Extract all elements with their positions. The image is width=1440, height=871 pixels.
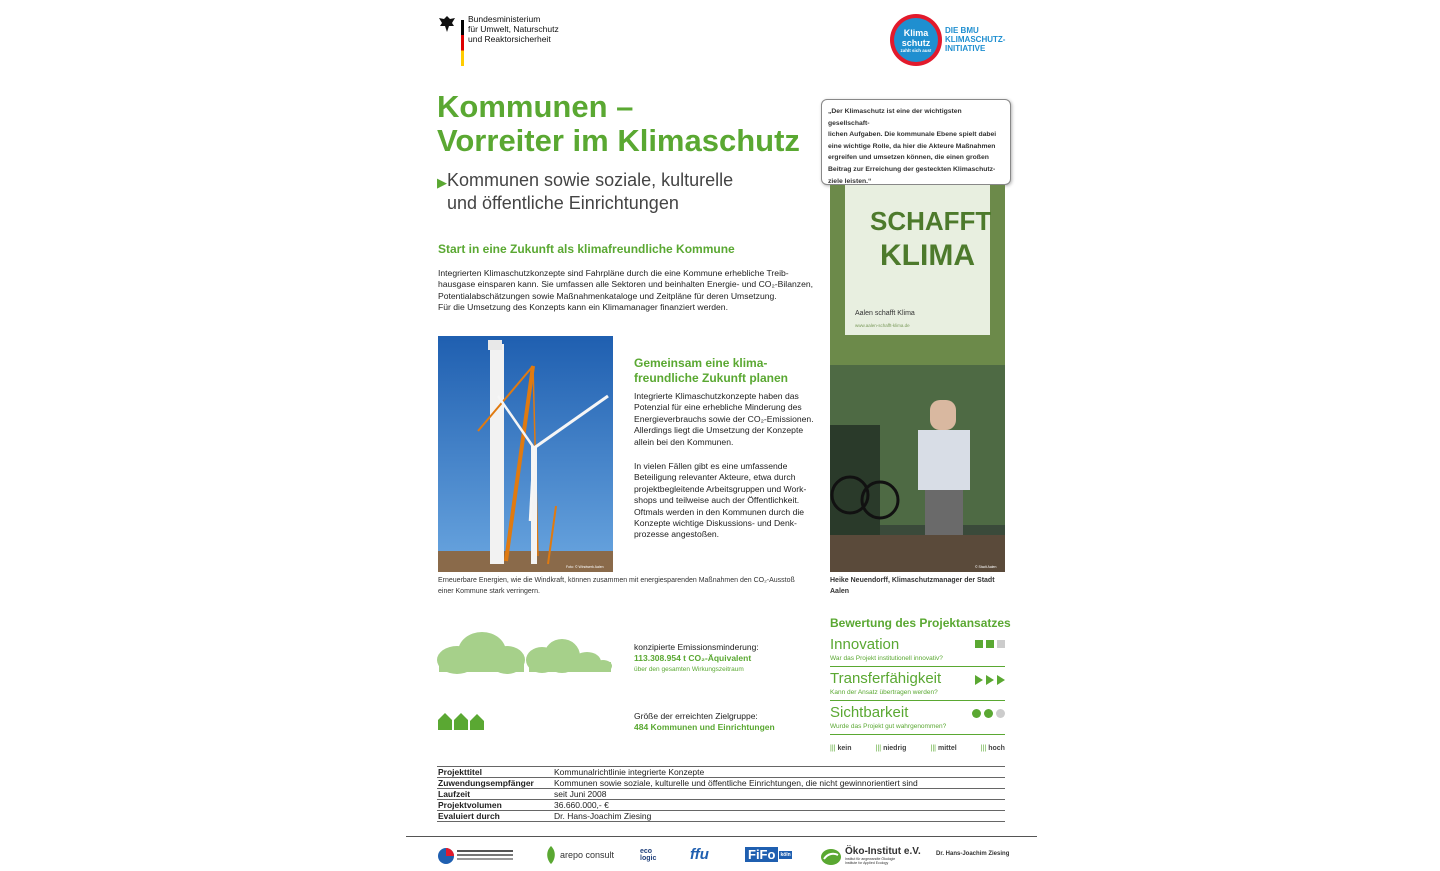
sign-klima-text: KLIMA: [880, 239, 975, 272]
rating-mark: [975, 640, 983, 648]
emission-label: konzipierte Emissionsminderung:: [634, 642, 759, 652]
wind-turbine-photo: [438, 336, 613, 572]
info-value: Kommunen sowie soziale, kulturelle und öffentliche Einrichtungen, die nicht gewinnorientiert sind: [553, 778, 1005, 789]
klima-logo-line: zahlt sich aus!: [900, 48, 932, 53]
legend-label: kein: [837, 745, 852, 752]
klima-logo-line: Klima: [903, 28, 929, 38]
ecologic-line: eco: [640, 848, 653, 855]
legend-label: mittel: [937, 745, 957, 752]
project-info-table: [437, 766, 1005, 822]
section2-paragraph-1: [634, 391, 819, 448]
page-subtitle: [437, 169, 733, 215]
section2-line: prozesse angestoßen.: [634, 529, 720, 540]
houses-icon: [438, 712, 490, 730]
leaf-icon: [545, 846, 557, 864]
section2-line: Integrierte Klimaschutzkonzepte haben das: [634, 391, 799, 401]
info-key: Evaluiert durch: [437, 811, 553, 822]
rating-mark: [984, 709, 993, 718]
rating-name: Transferfähigkeit: [830, 670, 942, 687]
initiative-line: DIE BMU: [945, 26, 979, 35]
intro-line: Potentialabschätzungen sowie Maßnahmenkataloge und Zeitpläne für deren Umsetzung.: [438, 290, 777, 301]
subtitle-line: Kommunen sowie soziale, kulturelle: [447, 170, 734, 190]
german-flag-bar: [461, 20, 464, 66]
target-value: 484 Kommunen und Einrichtungen: [634, 722, 775, 732]
info-key: Projektvolumen: [437, 800, 553, 811]
section2-line: projektbegleitende Arbeitsgruppen und Work-: [634, 483, 807, 494]
quote-line: ziele leisten.“: [828, 177, 872, 185]
ministry-line: für Umwelt, Naturschutz: [468, 24, 559, 34]
info-key: Laufzeit: [437, 789, 553, 800]
table-row: [437, 800, 1005, 811]
section2-line: Beteiligung relevanter Akteure, etwa durch: [634, 472, 796, 483]
oeko-leaf-icon: [820, 847, 842, 865]
initiative-label: [945, 26, 1005, 53]
table-row: [437, 789, 1005, 800]
quote-line: Beitrag zur Erreichung der gesteckten Klimaschutz-: [828, 165, 996, 173]
intro-paragraph: [438, 268, 818, 314]
klimamanager-photo: [830, 185, 1005, 572]
legend-item: ||| mittel: [930, 745, 957, 752]
rating-mark: [996, 709, 1005, 718]
oeko-subline: Institut für angewandte Ökologie: [845, 857, 896, 861]
initiative-line: INITIATIVE: [945, 44, 986, 53]
table-row: [437, 811, 1005, 822]
title-line: Vorreiter im Klimaschutz: [437, 123, 800, 158]
ministry-logo: [437, 12, 597, 68]
arepo-logo: [545, 846, 614, 864]
legend-item: ||| niedrig: [875, 745, 907, 752]
quote-bubble: [821, 99, 1011, 185]
quote-line: eine wichtige Rolle, da hier die Akteure Maßnahmen: [828, 142, 996, 150]
section2-heading-line: Gemeinsam eine klima-: [634, 356, 768, 370]
legend-label: hoch: [988, 745, 1005, 752]
target-stat: [634, 711, 775, 733]
section2-line: Allerdings liegt die Umsetzung der Konzepte: [634, 425, 804, 436]
quote-line: lichen Aufgaben. Die kommunale Ebene spielt dabei: [828, 131, 997, 139]
section2-line: allein bei den Kommunen.: [634, 436, 734, 447]
quote-line: ergreifen und umsetzen können, die einen großen: [828, 154, 989, 162]
sign-brand-text: Aalen schafft Klima: [855, 310, 915, 317]
oeko-text: Öko-Institut e.V.: [845, 846, 921, 857]
triangle-rating-icon: [975, 675, 1005, 685]
section2-line: Oftmals werden in den Kommunen durch die: [634, 506, 805, 517]
section2-paragraph-2: [634, 461, 819, 541]
rating-row-visibility: [830, 704, 1005, 735]
triangle-arrow-icon: ▶: [437, 175, 447, 190]
intro-line: hausgase einsparen kann. Sie umfassen alle Sektoren und beinhalten Energie- und CO₂-Bilanzen,: [438, 279, 814, 290]
section2-line: In vielen Fällen gibt es eine umfassende: [634, 461, 788, 471]
footer-divider: [406, 836, 1037, 837]
ministry-name: [468, 14, 559, 44]
info-value: 36.660.000,- €: [553, 800, 1005, 811]
rating-mark: [972, 709, 981, 718]
ziesing-logo: Dr. Hans-Joachim Ziesing: [936, 851, 1010, 857]
title-line: Kommunen –: [437, 89, 634, 124]
emission-value: 113.308.954 t CO₂-Äquivalent: [634, 653, 752, 663]
fifo-suffix: köln: [780, 851, 791, 858]
intro-line: Integrierten Klimaschutzkonzepte sind Fahrpläne durch die eine Kommune erhebliche Treib-: [438, 268, 789, 278]
caption-line: einer Kommune stark verringern.: [438, 588, 540, 595]
rating-legend: [830, 745, 1005, 752]
rating-question: Wurde das Projekt gut wahrgenommen?: [830, 723, 947, 730]
sign-schafft-text: SCHAFFT: [870, 206, 992, 236]
quote-line: „Der Klimaschutz ist eine der wichtigsten gesellschaft-: [828, 108, 962, 127]
emission-note: über den gesamten Wirkungszeitraum: [634, 666, 744, 673]
klimaschutz-logo: [890, 14, 942, 66]
rating-mark: [997, 675, 1005, 685]
table-row: [437, 767, 1005, 778]
man-photo-caption: [830, 575, 1010, 597]
klima-logo-line: schutz: [901, 38, 931, 48]
section2-heading-line: freundliche Zukunft planen: [634, 371, 789, 385]
legend-item: ||| kein: [830, 745, 852, 752]
square-rating-icon: [975, 640, 1005, 648]
intro-heading: Start in eine Zukunft als klimafreundliche Kommune: [438, 242, 735, 256]
rating-mark: [986, 640, 994, 648]
initiative-line: KLIMASCHUTZ-: [945, 35, 1006, 44]
info-value: Dr. Hans-Joachim Ziesing: [553, 811, 1005, 822]
man-photo-credit: © Stadt Aalen: [975, 565, 997, 569]
rating-name: Innovation: [830, 636, 900, 653]
rating-question: War das Projekt institutionell innovativ?: [830, 655, 943, 662]
federal-eagle-icon: [437, 14, 457, 34]
info-value: seit Juni 2008: [553, 789, 1005, 800]
caption-line: Heike Neuendorff, Klimaschutzmanager der Stadt: [830, 577, 995, 584]
section2-line: Potenzial für eine erhebliche Minderung des: [634, 402, 802, 413]
table-row: [437, 778, 1005, 789]
wind-photo-caption: [438, 575, 818, 597]
rating-heading: Bewertung des Projektansatzes: [830, 616, 1011, 630]
caption-line: Aalen: [830, 588, 850, 595]
rating-row-transfer: [830, 670, 1005, 701]
oeko-subline: Institute for Applied Ecology: [845, 861, 889, 865]
legend-item: ||| hoch: [980, 745, 1005, 752]
sign-url-text: www.aalen-schafft-klima.de: [855, 323, 910, 328]
subtitle-line: und öffentliche Einrichtungen: [447, 193, 679, 213]
rating-mark: [975, 675, 983, 685]
page-title: [437, 90, 800, 158]
ministry-line: Bundesministerium: [468, 14, 541, 24]
rating-question: Kann der Ansatz übertragen werden?: [830, 689, 938, 696]
fifo-text: FiFo: [745, 847, 778, 862]
info-value: Kommunalrichtlinie integrierte Konzepte: [553, 767, 1005, 778]
partner-emblem-icon: [437, 846, 515, 866]
cloud-icon: [437, 632, 613, 674]
section2-line: shops und teilweise auch der Öffentlichkeit.: [634, 495, 800, 506]
legend-label: niedrig: [883, 745, 907, 752]
emission-stat: [634, 642, 759, 675]
info-key: Zuwendungsempfänger: [437, 778, 553, 789]
rating-mark: [997, 640, 1005, 648]
ffu-logo: ffu: [690, 846, 709, 863]
fifo-logo: [745, 847, 792, 862]
rating-mark: [986, 675, 994, 685]
section2-line: Energieverbrauchs sowie der CO₂-Emissionen.: [634, 413, 814, 424]
wind-photo-credit: Foto: © Windwerk Aalen: [566, 565, 604, 569]
section2-line: Konzepte wichtige Diskussions- und Denk-: [634, 518, 797, 529]
ministry-line: und Reaktorsicherheit: [468, 34, 551, 44]
ecologic-logo: [640, 848, 656, 862]
partner-logo-1: [437, 846, 515, 868]
dot-rating-icon: [972, 709, 1005, 718]
info-key: Projekttitel: [437, 767, 553, 778]
section2-heading: [634, 356, 788, 386]
ecologic-line: logic: [640, 855, 657, 862]
intro-line: Für die Umsetzung des Konzepts kann ein Klimamanager finanziert werden.: [438, 302, 728, 313]
rating-row-innovation: [830, 636, 1005, 667]
caption-line: Erneuerbare Energien, wie die Windkraft, können zusammen mit energiesparenden Maßnahmen den CO₂-Ausstoß: [438, 577, 795, 584]
arepo-text: arepo consult: [560, 850, 615, 860]
rating-name: Sichtbarkeit: [830, 704, 909, 721]
target-label: Größe der erreichten Zielgruppe:: [634, 711, 758, 721]
oeko-institut-logo: [820, 846, 921, 865]
